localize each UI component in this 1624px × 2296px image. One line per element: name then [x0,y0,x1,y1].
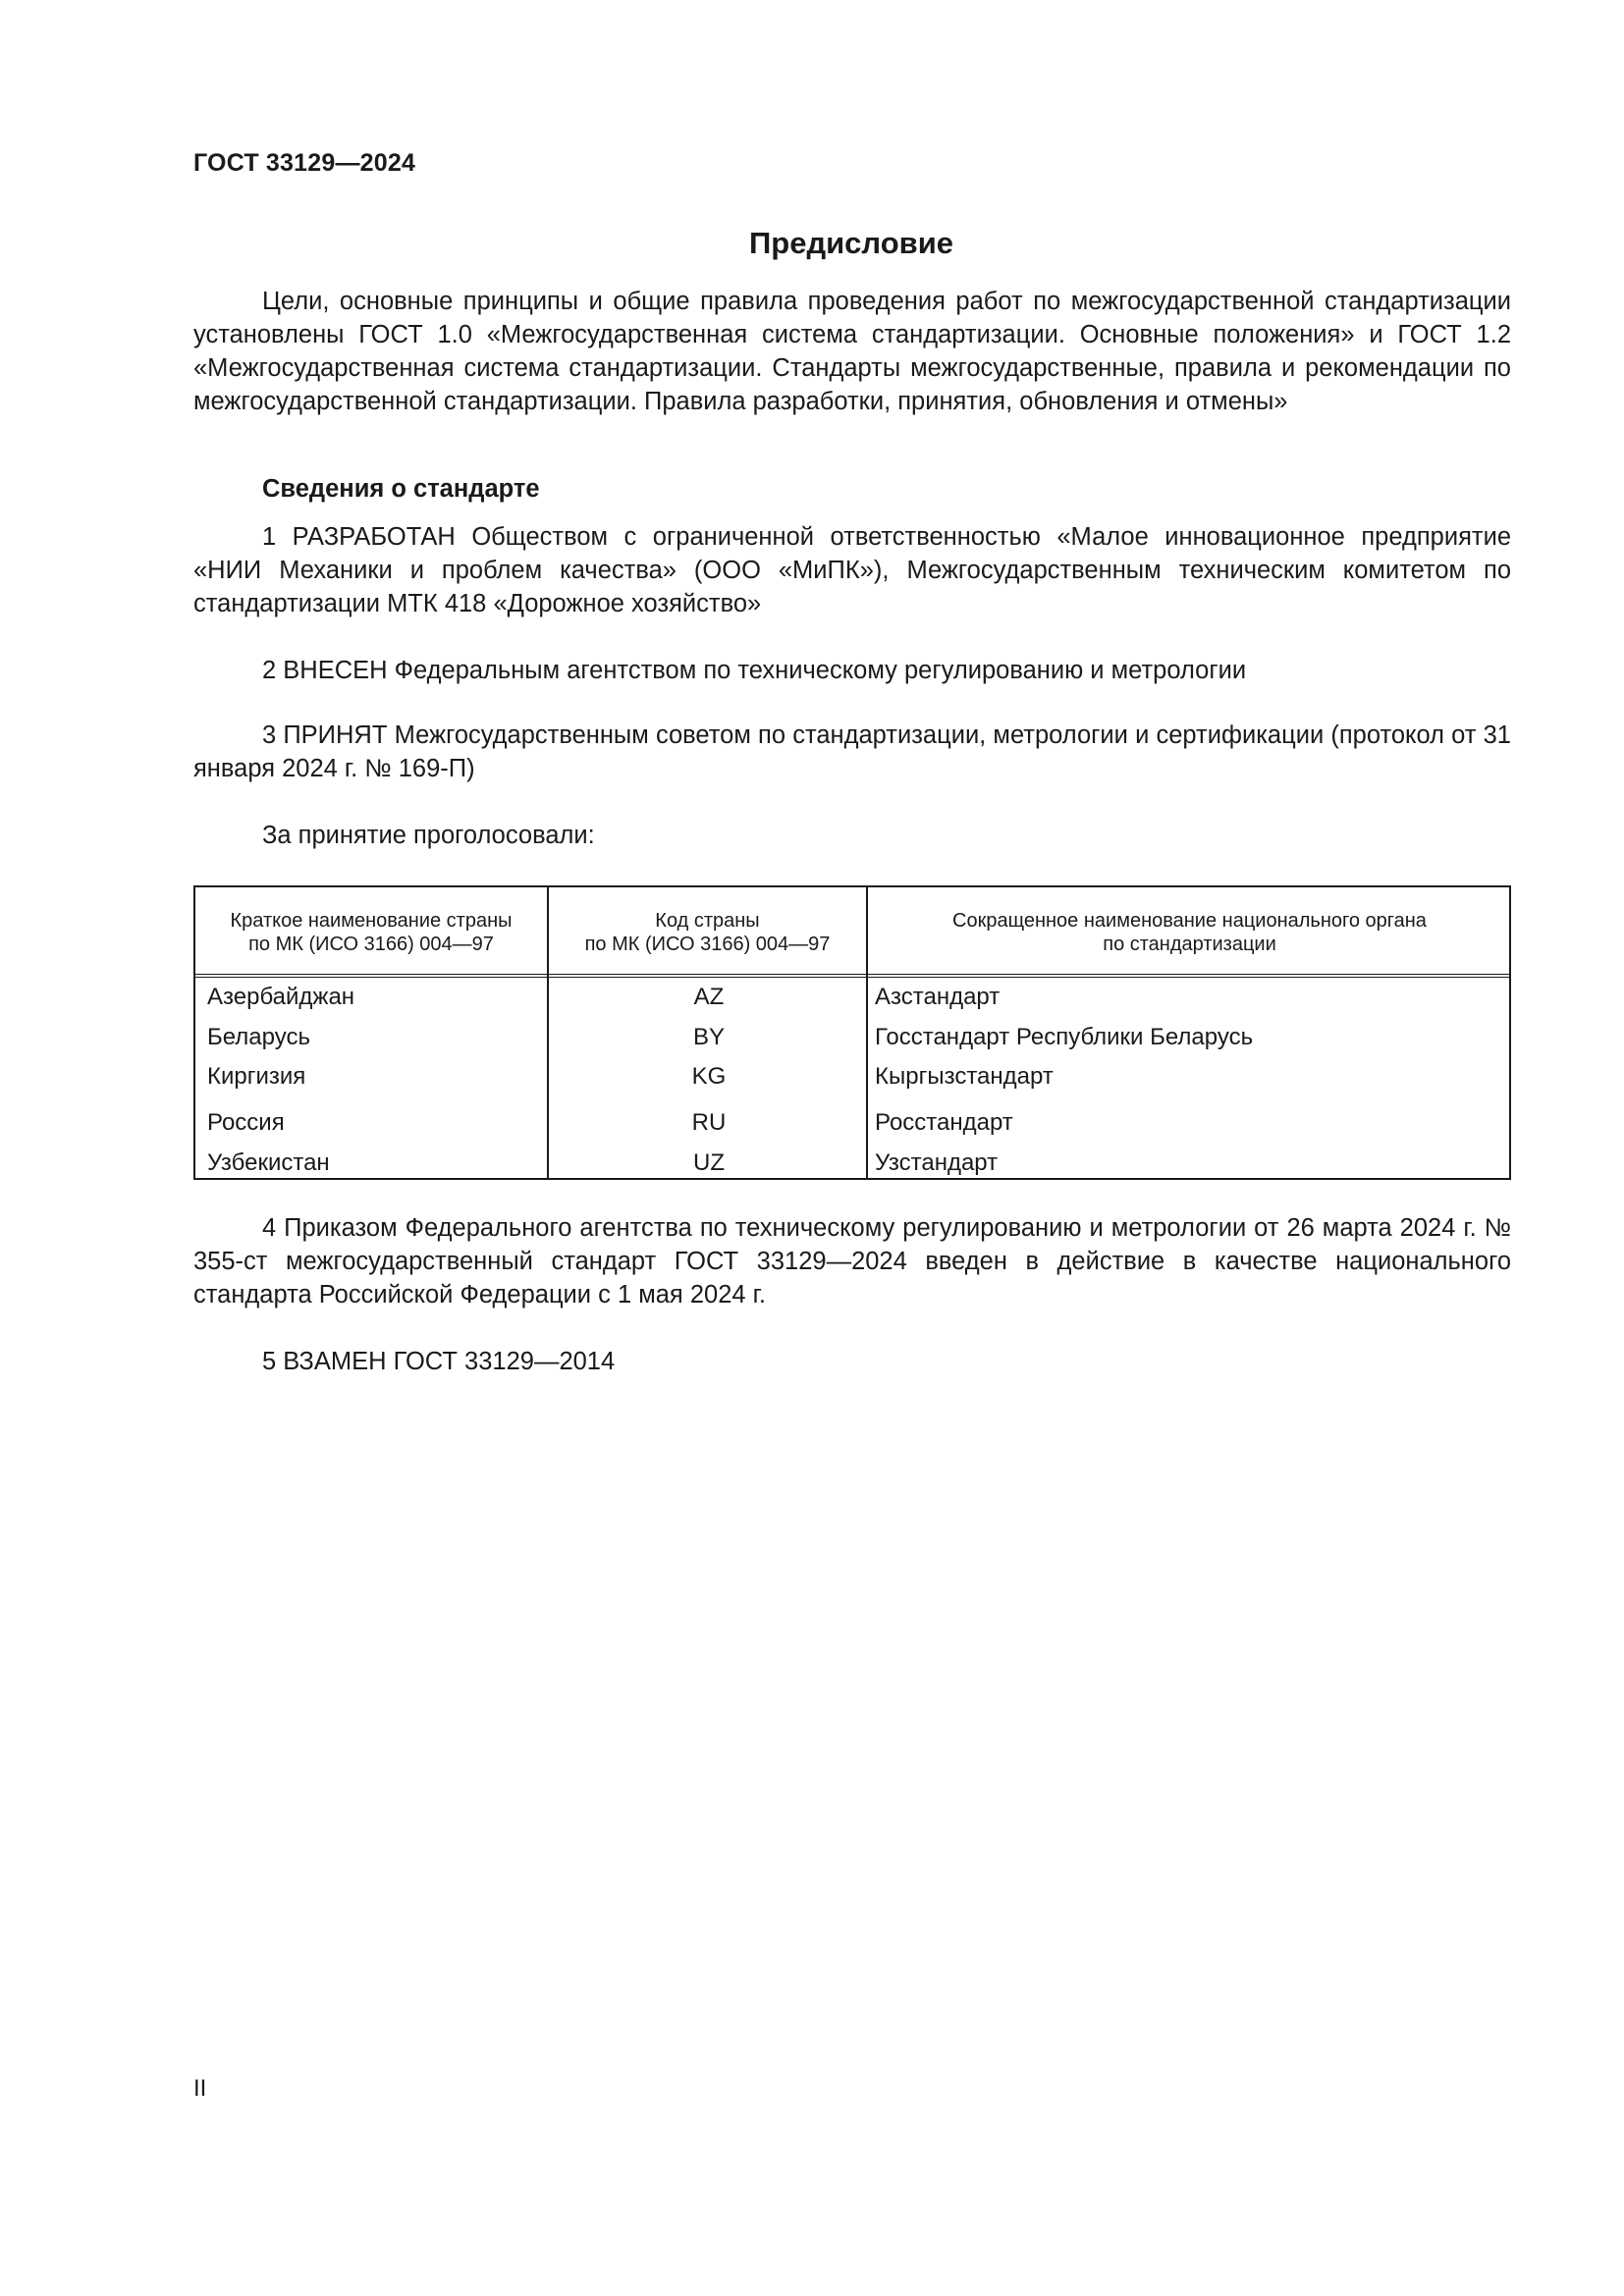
cell-code: KG [691,1063,727,1090]
page-title: Предисловие [748,226,953,260]
cell-body: Кыргызстандарт [875,1063,1054,1090]
table-header-country [195,909,547,956]
header-line: Код страны [655,910,760,932]
header-line: Краткое наименование страны [230,910,513,932]
table-row [195,1106,1509,1140]
standard-info-heading: Сведения о стандарте [262,475,540,503]
cell-body: Росстандарт [875,1109,1013,1136]
cell-code: BY [692,1024,725,1050]
cell-country: Киргизия [207,1063,306,1090]
cell-country: Азербайджан [207,984,355,1010]
header-line: по стандартизации [1103,934,1276,955]
header-divider [195,974,1509,978]
cell-body: Госстандарт Республики Беларусь [875,1024,1254,1050]
voting-table [193,885,1511,1180]
cell-code: RU [691,1109,727,1136]
cell-code: AZ [693,984,725,1010]
header-line: по МК (ИСО 3166) 004—97 [584,934,831,955]
item-developed-by: 1 РАЗРАБОТАН Обществом с ограниченной ответственностью «Малое инновационное предприятие «НИИ Механики и проблем качества» (ООО «МиПК»), Межгосударственным техническим комитетом по стандартизации МТК 418 «Дорожное хозяйство» [193,523,1511,617]
page-number: II [193,2075,207,2102]
intro-paragraph: Цели, основные принципы и общие правила проведения работ по межгосударственной стандартизации установлены ГОСТ 1.0 «Межгосударственная система стандартизации. Основные положения» и ГОСТ 1.2 «Межгосударственная система стандартизации. Стандарты межгосударственные, правила и рекомендации по межгосударственной стандартизации. Правила разработки, принятия, обновления и отмены» [193,288,1511,415]
table-header-standards-body [868,909,1511,956]
document-code-header: ГОСТ 33129—2024 [193,149,416,177]
cell-body: Азстандарт [875,984,1001,1010]
table-row [195,981,1509,1014]
table-header-code [549,909,866,956]
cell-body: Узстандарт [875,1149,999,1176]
table-row [195,1021,1509,1054]
votes-label: За принятие проголосовали: [262,822,595,849]
item-submitted-by: 2 ВНЕСЕН Федеральным агентством по техническому регулированию и метрологии [262,657,1247,684]
item-adopted-by: 3 ПРИНЯТ Межгосударственным советом по стандартизации, метрологии и сертификации (протокол от 31 января 2024 г. № 169-П) [193,721,1511,782]
table-row [195,1147,1509,1180]
item-replaces: 5 ВЗАМЕН ГОСТ 33129—2014 [262,1348,616,1375]
header-line: Сокращенное наименование национального органа [952,910,1427,932]
cell-country: Узбекистан [207,1149,330,1176]
item-enacted-by-order: 4 Приказом Федерального агентства по техническому регулированию и метрологии от 26 марта 2024 г. № 355-ст межгосударственный стандарт ГОСТ 33129—2024 введен в действие в качестве национального стандарта Российской Федерации с 1 мая 2024 г. [193,1214,1511,1308]
cell-code: UZ [693,1149,725,1176]
cell-country: Беларусь [207,1024,310,1050]
header-line: по МК (ИСО 3166) 004—97 [248,934,494,955]
cell-country: Россия [207,1109,285,1136]
table-row [195,1060,1509,1094]
